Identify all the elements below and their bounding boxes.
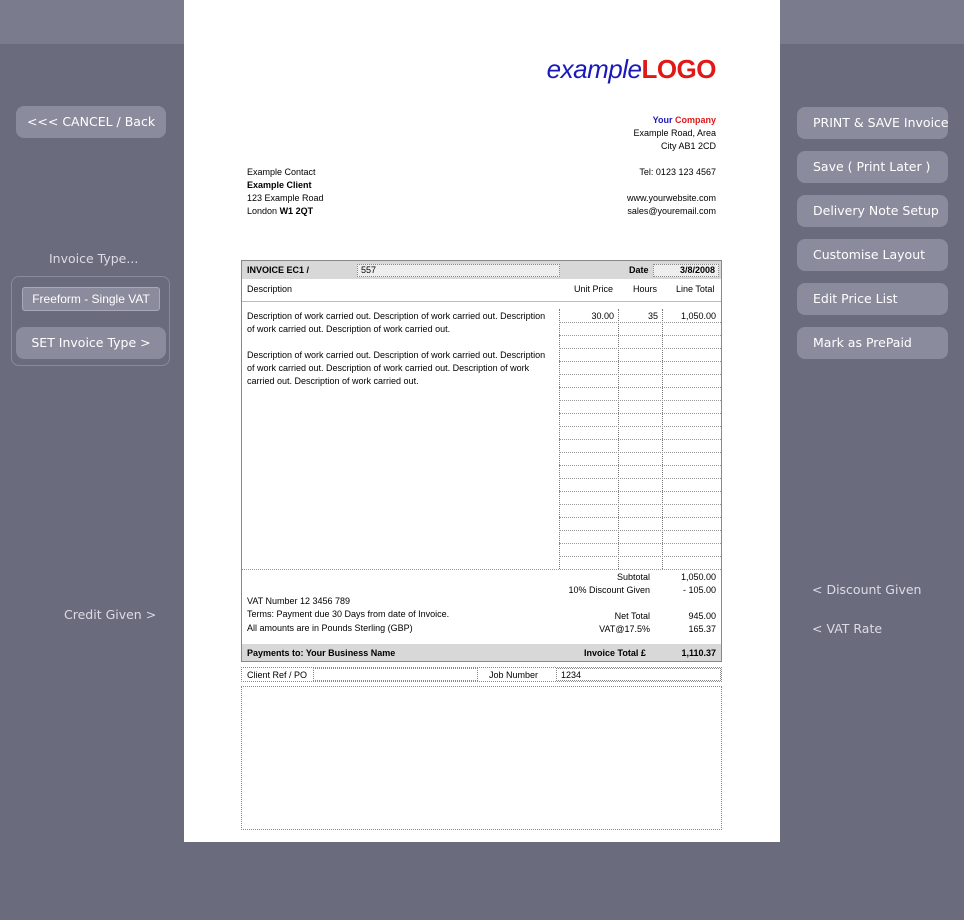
save-print-later-button[interactable]: Save ( Print Later ): [797, 151, 948, 183]
vat-value: 165.37: [688, 624, 716, 634]
invoice-total-label: Invoice Total £: [584, 648, 646, 658]
company-logo: [547, 54, 716, 85]
grid-line: [559, 387, 721, 388]
grid-line: [559, 374, 721, 375]
company-name-part1: Your: [652, 115, 673, 125]
net-total-label: Net Total: [614, 611, 650, 621]
company-address1: Example Road, Area: [633, 128, 716, 138]
job-number-field[interactable]: [556, 668, 721, 681]
client-city-line: [247, 206, 313, 217]
invoice-table: [241, 260, 722, 662]
subtotal-value: 1,050.00: [680, 572, 716, 582]
mark-prepaid-button[interactable]: Mark as PrePaid: [797, 327, 948, 359]
client-contact: Example Contact: [247, 167, 316, 177]
notes-area[interactable]: [241, 686, 722, 830]
client-name: Example Client: [247, 180, 312, 190]
grid-line: [559, 439, 721, 440]
grid-line: [559, 491, 721, 492]
edit-price-list-button[interactable]: Edit Price List: [797, 283, 948, 315]
logo-text-logo: LOGO: [641, 54, 716, 84]
date-value: 3/8/2008: [679, 265, 715, 275]
payments-to: Payments to: Your Business Name: [247, 648, 396, 658]
client-ref-label: Client Ref / PO: [247, 670, 308, 680]
logo-text-example: example: [546, 54, 642, 84]
grid-line: [559, 361, 721, 362]
description-text-1[interactable]: Description of work carried out. Description of work carried out. Description of work carried out. Description of work carried out.: [247, 311, 546, 334]
subtotal-label: Subtotal: [616, 572, 650, 582]
line-total-value: 1,050.00: [680, 311, 716, 321]
grid-line: [559, 543, 721, 544]
company-email: sales@youremail.com: [627, 206, 716, 216]
company-website: www.yourwebsite.com: [626, 193, 716, 203]
col-description: Description: [247, 284, 293, 294]
col-hours: Hours: [633, 284, 658, 294]
invoice-total-value: 1,110.37: [681, 648, 716, 658]
invoice-number-label: INVOICE EC1 /: [247, 265, 310, 275]
client-city: London: [247, 206, 278, 216]
job-number-value: 1234: [561, 670, 582, 680]
grid-line: [559, 322, 721, 323]
net-total-value: 945.00: [688, 611, 716, 621]
delivery-note-setup-button[interactable]: Delivery Note Setup: [797, 195, 948, 227]
company-tel: Tel: 0123 123 4567: [639, 167, 716, 177]
totals-divider: [242, 569, 721, 570]
credit-given-label: Credit Given >: [64, 607, 157, 622]
grid-line: [559, 413, 721, 414]
grid-line: [559, 452, 721, 453]
hours-value[interactable]: 35: [647, 311, 658, 321]
invoice-type-label: Invoice Type...: [49, 251, 139, 266]
client-postcode: W1 2QT: [279, 206, 314, 216]
vat-number: VAT Number 12 3456 789: [247, 596, 351, 606]
grid-line: [559, 465, 721, 466]
unit-price-value[interactable]: 30.00: [591, 311, 614, 321]
customise-layout-button[interactable]: Customise Layout: [797, 239, 948, 271]
job-number-label: Job Number: [489, 670, 539, 680]
grid-line: [559, 426, 721, 427]
vat-label: VAT@17.5%: [599, 624, 650, 634]
col-unit-price: Unit Price: [574, 284, 614, 294]
vat-rate-label: < VAT Rate: [812, 621, 883, 636]
col-line-total: Line Total: [676, 284, 715, 294]
grid-line: [559, 556, 721, 557]
company-address2: City AB1 2CD: [660, 141, 716, 151]
cancel-back-button[interactable]: <<< CANCEL / Back: [16, 106, 166, 138]
currency-note: All amounts are in Pounds Sterling (GBP): [247, 623, 413, 633]
grid-line: [559, 400, 721, 401]
header-divider: [242, 301, 721, 302]
description-text-2[interactable]: Description of work carried out. Description of work carried out. Description of work carried out. Description of work carried out. Description of work carried out. Description of work carried out.: [247, 350, 546, 386]
grid-line: [559, 504, 721, 505]
grid-line: [559, 530, 721, 531]
invoice-paper: [184, 0, 780, 842]
payment-terms: Terms: Payment due 30 Days from date of Invoice.: [247, 609, 450, 619]
invoice-type-select[interactable]: Freeform - Single VAT: [22, 287, 160, 311]
date-label: Date: [629, 265, 649, 275]
date-field[interactable]: [653, 264, 719, 277]
invoice-number-field[interactable]: [357, 264, 560, 277]
client-ref-field[interactable]: [313, 668, 478, 681]
discount-given-label: < Discount Given: [812, 582, 922, 597]
grid-line: [559, 335, 721, 336]
company-name-part2: Company: [674, 115, 716, 125]
company-name: [653, 115, 716, 126]
invoice-number-value: 557: [361, 265, 377, 275]
grid-line: [559, 348, 721, 349]
discount-value: - 105.00: [682, 585, 716, 595]
discount-label: 10% Discount Given: [568, 585, 650, 595]
print-save-invoice-button[interactable]: PRINT & SAVE Invoice: [797, 107, 948, 139]
grid-line: [559, 517, 721, 518]
client-street: 123 Example Road: [247, 193, 324, 203]
set-invoice-type-button[interactable]: SET Invoice Type >: [16, 327, 166, 359]
grid-line: [559, 478, 721, 479]
